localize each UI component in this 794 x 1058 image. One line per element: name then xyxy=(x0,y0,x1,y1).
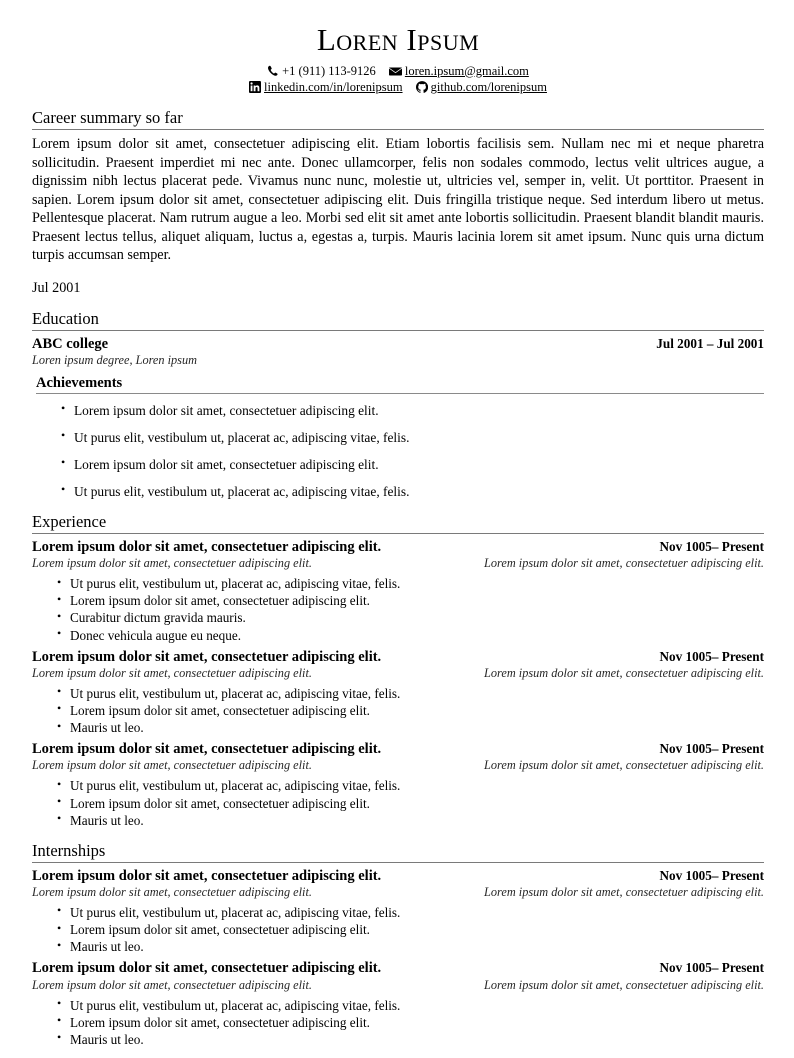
section-experience xyxy=(32,513,764,829)
internship-date: Nov 1005– Present xyxy=(659,960,764,976)
page-title: Loren Ipsum xyxy=(316,22,480,57)
internship-entry-header xyxy=(32,959,764,977)
education-entry-header xyxy=(32,335,764,353)
contact-github-text[interactable]: github.com/lorenipsum xyxy=(430,80,547,95)
list-item: • Lorem ipsum dolor sit amet, consectetuer adipiscing elit. xyxy=(74,456,764,473)
section-internships xyxy=(32,842,764,1048)
section-heading-career-summary: Career summary so far xyxy=(32,109,764,130)
career-summary-date: Jul 2001 xyxy=(32,279,81,296)
experience-subtitle: Lorem ipsum dolor sit amet, consectetuer adipiscing elit. xyxy=(32,556,312,571)
section-education xyxy=(32,310,764,500)
linkedin-icon xyxy=(249,81,261,93)
internship-subtitle: Lorem ipsum dolor sit amet, consectetuer adipiscing elit. xyxy=(32,977,312,992)
experience-title: Lorem ipsum dolor sit amet, consectetuer adipiscing elit. xyxy=(32,741,382,758)
section-heading-internships: Internships xyxy=(32,842,764,863)
list-item: • Mauris ut leo. xyxy=(70,812,764,829)
experience-entry xyxy=(32,740,764,829)
internship-title: Lorem ipsum dolor sit amet, consectetuer adipiscing elit. xyxy=(32,960,382,977)
experience-location: Lorem ipsum dolor sit amet, consectetuer adipiscing elit. xyxy=(484,758,764,773)
list-item: • Lorem ipsum dolor sit amet, consectetuer adipiscing elit. xyxy=(70,702,764,719)
experience-date: Nov 1005– Present xyxy=(659,648,764,664)
experience-title: Lorem ipsum dolor sit amet, consectetuer adipiscing elit. xyxy=(32,538,382,555)
education-school: ABC college xyxy=(32,336,109,353)
list-item: • Ut purus elit, vestibulum ut, placerat ac, adipiscing vitae, felis. xyxy=(70,997,764,1014)
list-item: • Lorem ipsum dolor sit amet, consectetuer adipiscing elit. xyxy=(70,795,764,812)
list-item: • Ut purus elit, vestibulum ut, placerat ac, adipiscing vitae, felis. xyxy=(74,483,764,500)
contact-email-text[interactable]: loren.ipsum@gmail.com xyxy=(404,63,529,78)
contact-phone-text: +1 (911) 113-9126 xyxy=(282,63,376,78)
list-item: • Mauris ut leo. xyxy=(70,719,764,736)
experience-bullets xyxy=(32,575,764,644)
internship-entry xyxy=(32,959,764,1048)
list-item: • Mauris ut leo. xyxy=(70,1031,764,1048)
career-summary-text: Lorem ipsum dolor sit amet, consectetuer adipiscing elit. Etiam lobortis facilisis sem. Nullam nec mi et neque pharetra sollicitudin. Praesent imperdiet mi nec ante. Donec ullamcorper, felis non sodales commodo, lectus velit ultrices augue, a dignissim nibh lectus placerat pede. Vivamus nunc nunc, molestie ut, ultricies vel, semper in, velit. Ut porttitor. Praesent in sapien. Lorem ipsum dolor sit amet, consectetuer adipiscing elit. Duis fringilla tristique neque. Sed interdum libero ut metus. Pellentesque placerat. Nam rutrum augue a leo. Morbi sed elit sit amet ante lobortis sollicitudin. Praesent blandit blandit mauris. Praesent lectus tellus, aliquet aliquam, luctus a, egestas a, turpis. Mauris lacinia lorem sit amet ipsum. Nunc quis urna dictum turpis accumsan semper. xyxy=(32,136,764,263)
experience-entry xyxy=(32,648,764,737)
education-entry xyxy=(32,335,764,369)
list-item: • Ut purus elit, vestibulum ut, placerat ac, adipiscing vitae, felis. xyxy=(70,904,764,921)
experience-entry-subheader xyxy=(32,758,764,774)
contact-email[interactable] xyxy=(389,64,529,78)
internship-entry-header xyxy=(32,867,764,885)
internship-bullets xyxy=(32,997,764,1048)
contact-github[interactable] xyxy=(416,80,547,94)
education-date: Jul 2001 – Jul 2001 xyxy=(656,336,764,352)
list-item: • Ut purus elit, vestibulum ut, placerat ac, adipiscing vitae, felis. xyxy=(70,685,764,702)
contact-line-primary xyxy=(32,63,764,80)
achievements-list xyxy=(32,402,764,500)
experience-bullets xyxy=(32,777,764,828)
internship-entry xyxy=(32,867,764,956)
list-item: • Donec vehicula augue eu neque. xyxy=(70,627,764,644)
internship-entry-subheader xyxy=(32,978,764,994)
internship-date: Nov 1005– Present xyxy=(659,867,764,883)
section-heading-education: Education xyxy=(32,310,764,331)
list-item: • Lorem ipsum dolor sit amet, consectetuer adipiscing elit. xyxy=(70,1014,764,1031)
list-item: • Ut purus elit, vestibulum ut, placerat ac, adipiscing vitae, felis. xyxy=(70,575,764,592)
experience-entry-subheader xyxy=(32,666,764,682)
experience-subtitle: Lorem ipsum dolor sit amet, consectetuer adipiscing elit. xyxy=(32,758,312,773)
experience-date: Nov 1005– Present xyxy=(659,538,764,554)
experience-entry xyxy=(32,538,764,644)
internship-bullets xyxy=(32,904,764,955)
contact-phone xyxy=(267,64,379,78)
list-item: • Lorem ipsum dolor sit amet, consectetuer adipiscing elit. xyxy=(70,592,764,609)
experience-subtitle: Lorem ipsum dolor sit amet, consectetuer adipiscing elit. xyxy=(32,665,312,680)
envelope-icon xyxy=(389,66,402,77)
list-item: • Lorem ipsum dolor sit amet, consectetuer adipiscing elit. xyxy=(70,921,764,938)
contact-linkedin-text[interactable]: linkedin.com/in/lorenipsum xyxy=(264,80,403,95)
experience-bullets xyxy=(32,685,764,736)
experience-title: Lorem ipsum dolor sit amet, consectetuer adipiscing elit. xyxy=(32,648,382,665)
phone-icon xyxy=(267,65,279,77)
experience-entry-header xyxy=(32,648,764,666)
contact-line-secondary xyxy=(32,79,764,96)
internship-location: Lorem ipsum dolor sit amet, consectetuer adipiscing elit. xyxy=(484,977,764,992)
list-item: • Ut purus elit, vestibulum ut, placerat ac, adipiscing vitae, felis. xyxy=(70,777,764,794)
github-icon xyxy=(416,81,428,93)
internship-subtitle: Lorem ipsum dolor sit amet, consectetuer adipiscing elit. xyxy=(32,884,312,899)
internship-title: Lorem ipsum dolor sit amet, consectetuer adipiscing elit. xyxy=(32,867,382,884)
experience-location: Lorem ipsum dolor sit amet, consectetuer adipiscing elit. xyxy=(484,665,764,680)
contact-linkedin[interactable] xyxy=(249,80,406,94)
experience-entry-header xyxy=(32,740,764,758)
education-degree: Loren ipsum degree, Loren ipsum xyxy=(32,353,197,368)
list-item: • Lorem ipsum dolor sit amet, consectetuer adipiscing elit. xyxy=(74,402,764,419)
list-item: • Ut purus elit, vestibulum ut, placerat ac, adipiscing vitae, felis. xyxy=(74,429,764,446)
list-item: • Curabitur dictum gravida mauris. xyxy=(70,609,764,626)
internship-entry-subheader xyxy=(32,885,764,901)
experience-entry-header xyxy=(32,538,764,556)
list-item: • Mauris ut leo. xyxy=(70,938,764,955)
section-heading-experience: Experience xyxy=(32,513,764,534)
experience-entry-subheader xyxy=(32,556,764,572)
experience-location: Lorem ipsum dolor sit amet, consectetuer adipiscing elit. xyxy=(484,556,764,571)
internship-location: Lorem ipsum dolor sit amet, consectetuer adipiscing elit. xyxy=(484,884,764,899)
experience-date: Nov 1005– Present xyxy=(659,741,764,757)
section-career-summary xyxy=(32,109,764,297)
subsection-heading-achievements: Achievements xyxy=(36,375,764,394)
